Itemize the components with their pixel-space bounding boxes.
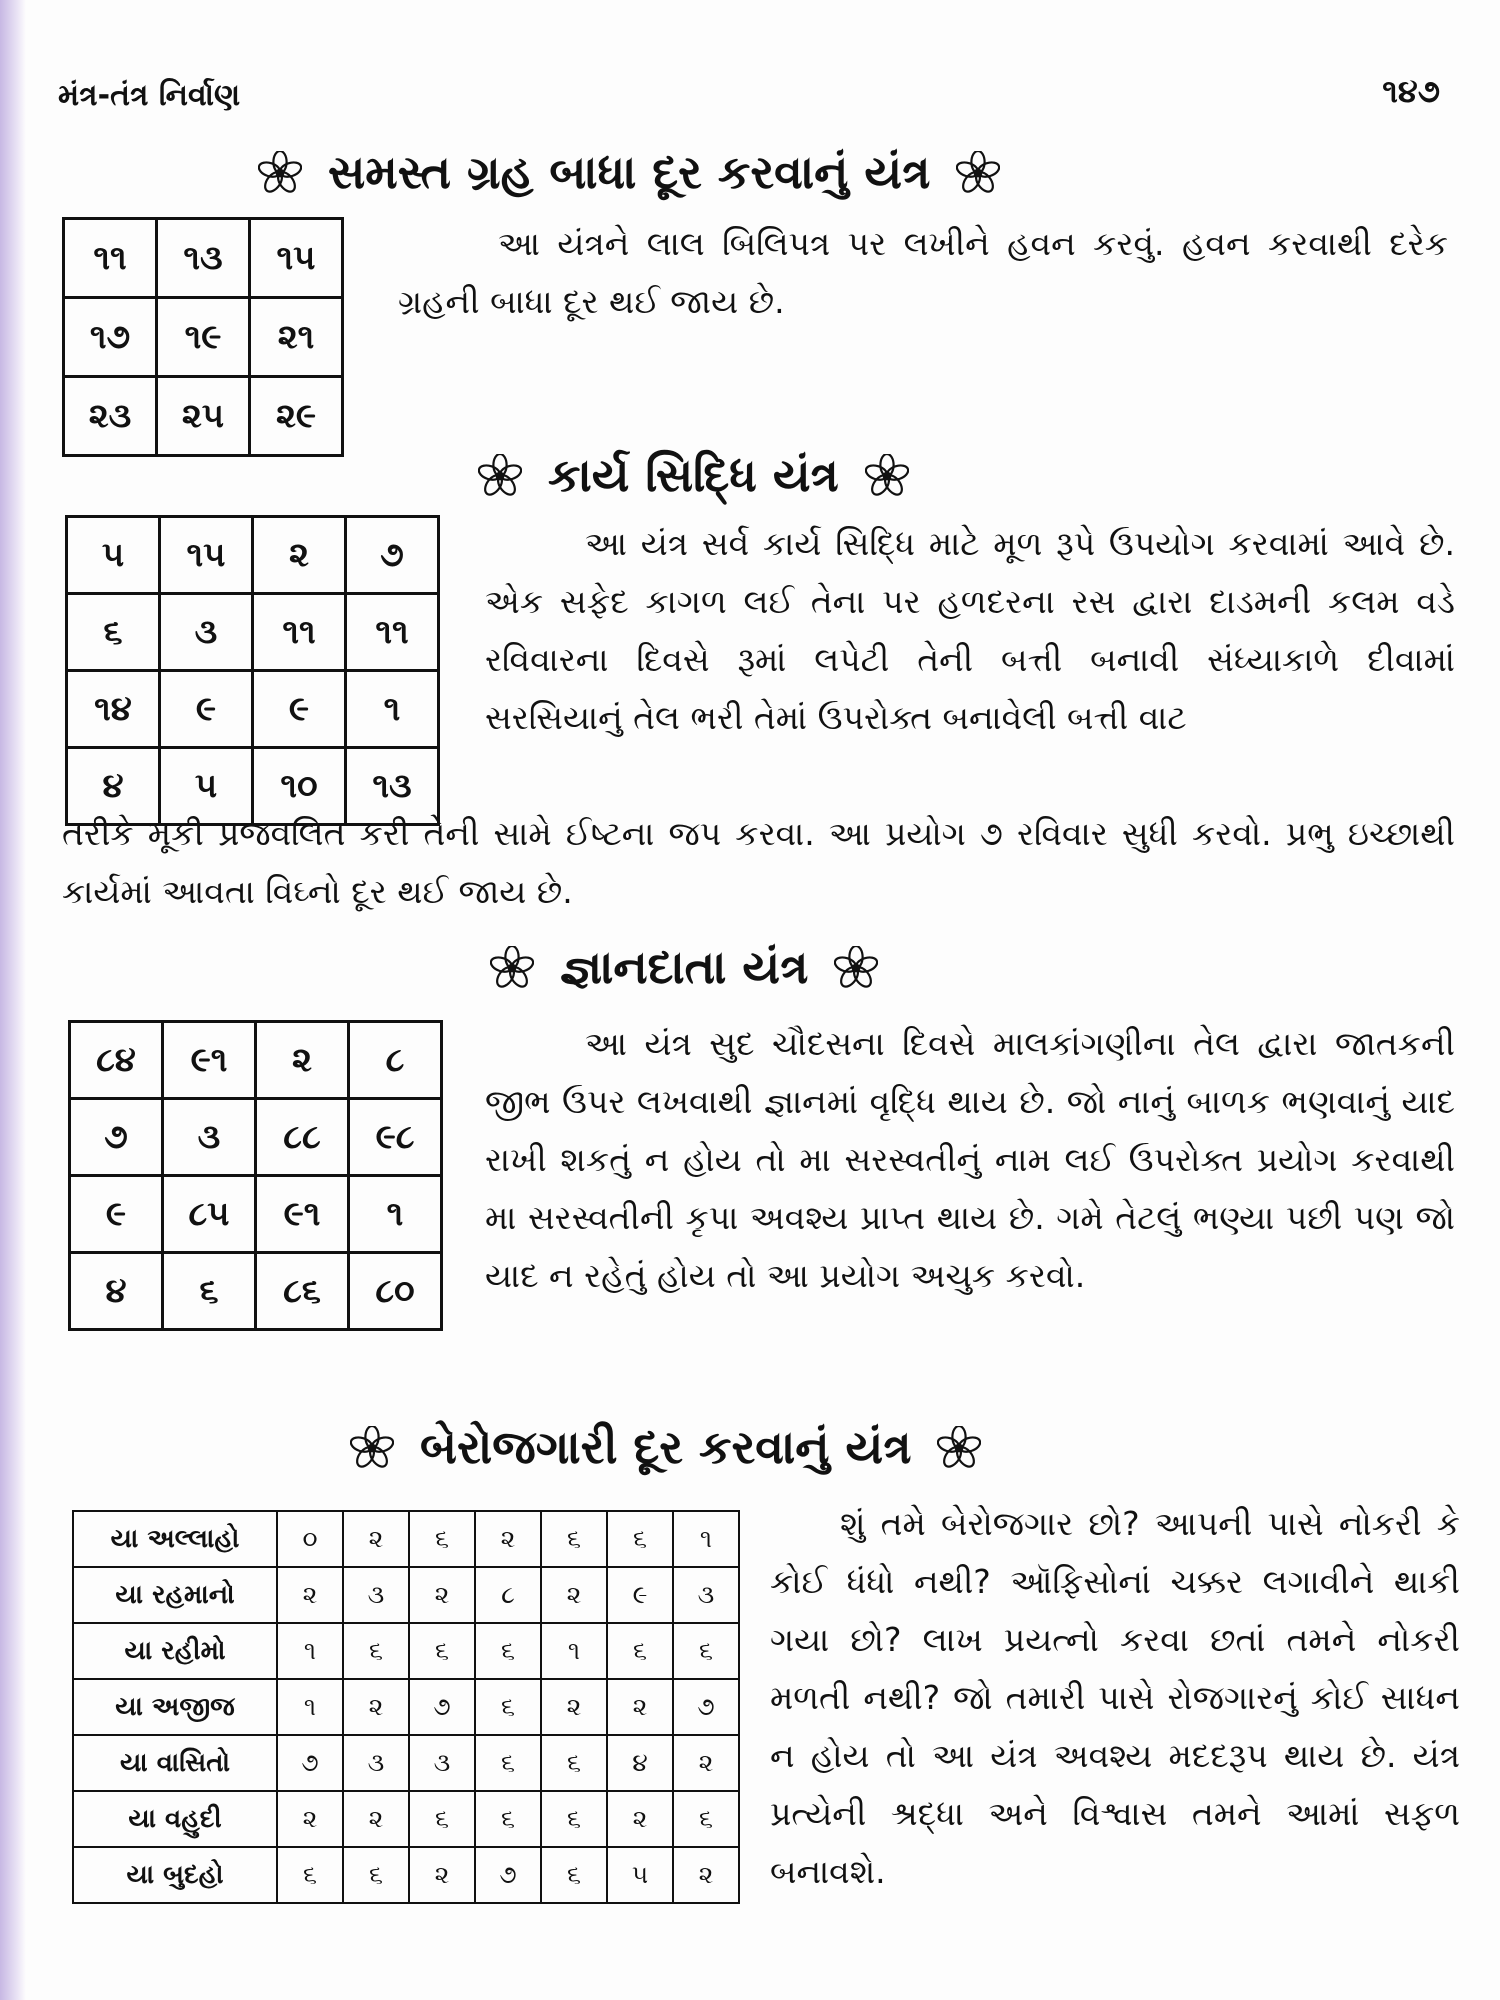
section-text-gyan-data: [485, 1015, 1455, 1305]
yantra-grid-gyan-data: [68, 1020, 443, 1331]
table-cell: ૬: [277, 1847, 343, 1903]
grid-cell: ૧૫: [250, 219, 343, 298]
grid-row: [64, 219, 343, 298]
grid-cell: ૫: [160, 748, 253, 825]
table-cell: ૭: [475, 1847, 541, 1903]
table-cell: ૨: [673, 1735, 739, 1791]
table-cell: ૨: [343, 1679, 409, 1735]
table-cell: ૬: [475, 1791, 541, 1847]
grid-cell: ૩: [160, 594, 253, 671]
table-cell: ૬: [343, 1847, 409, 1903]
grid-row: [67, 671, 439, 748]
table-cell: ૬: [409, 1791, 475, 1847]
row-label: યા બુદહો: [73, 1847, 277, 1903]
yantra-grid-karya-siddhi: [65, 515, 440, 826]
grid-cell: ૧૧: [253, 594, 346, 671]
grid-cell: ૧૫: [160, 517, 253, 594]
section-title-text: સમસ્ત ગ્રહ બાધા દૂર કરવાનું યંત્ર: [328, 145, 931, 199]
grid-cell: ૬: [163, 1253, 256, 1330]
grid-cell: ૪: [70, 1253, 163, 1330]
table-cell: ૮: [475, 1567, 541, 1623]
paragraph-text: શું તમે બેરોજગાર છો? આપની પાસે નોકરી કે કોઈ ધંધો નથી? ઑફિસોનાં ચક્કર લગાવીને થાકી ગયા છો? લાખ પ્રયત્નો કરવા છતાં તમને નોકરી મળતી નથી? જો તમારી પાસે રોજગારનું કોઈ સાધન ન હોય તો આ યંત્ર અવશ્ય મદદરૂપ થાય છે. યંત્ર પ્રત્યેની શ્રદ્ધા અને વિશ્વાસ તમને આમાં સફળ બનાવશે.: [770, 1504, 1460, 1891]
grid-cell: ૨: [256, 1022, 349, 1099]
table-cell: ૬: [541, 1511, 607, 1567]
grid-cell: ૮૫: [163, 1176, 256, 1253]
table-cell: ૬: [607, 1623, 673, 1679]
grid-row: [64, 377, 343, 456]
yantra-grid-graha-badha: [62, 217, 344, 457]
table-cell: ૧: [541, 1623, 607, 1679]
table-cell: ૬: [343, 1623, 409, 1679]
grid-cell: ૨૫: [157, 377, 250, 456]
flower-ornament-icon: [865, 454, 909, 498]
row-label: યા વહુદી: [73, 1791, 277, 1847]
table-cell: ૩: [343, 1567, 409, 1623]
table-cell: ૩: [409, 1735, 475, 1791]
table-cell: ૨: [409, 1567, 475, 1623]
table-cell: ૩: [343, 1735, 409, 1791]
table-cell: ૧: [277, 1679, 343, 1735]
grid-cell: ૯: [160, 671, 253, 748]
grid-cell: ૬: [67, 594, 160, 671]
grid-cell: ૧: [346, 671, 439, 748]
book-title: મંત્ર-તંત્ર નિર્વાણ: [58, 78, 241, 113]
table-row: [73, 1847, 739, 1903]
table-cell: ૭: [277, 1735, 343, 1791]
grid-cell: ૮૪: [70, 1022, 163, 1099]
grid-cell: ૯: [70, 1176, 163, 1253]
paragraph-text: તરીકે મૂકી પ્રજવલિત કરી તેની સામે ઈષ્ટના જપ કરવા. આ પ્રયોગ ૭ રવિવાર સુધી કરવો. પ્રભુ ઇચ્છાથી કાર્યમાં આવતા વિઘ્નો દૂર થઈ જાય છે.: [62, 814, 1455, 911]
flower-ornament-icon: [834, 946, 878, 990]
grid-cell: ૧૩: [346, 748, 439, 825]
table-cell: ૨: [673, 1847, 739, 1903]
grid-cell: ૮૮: [256, 1099, 349, 1176]
table-cell: ૨: [607, 1679, 673, 1735]
table-cell: ૬: [673, 1791, 739, 1847]
grid-cell: ૯૮: [349, 1099, 442, 1176]
table-cell: ૬: [541, 1735, 607, 1791]
table-cell: ૫: [607, 1847, 673, 1903]
row-label: યા વાસિતો: [73, 1735, 277, 1791]
grid-cell: ૭: [346, 517, 439, 594]
section-title-text: કાર્ય સિદ્ધિ યંત્ર: [548, 448, 839, 502]
table-cell: ૬: [475, 1679, 541, 1735]
grid-cell: ૧૦: [253, 748, 346, 825]
grid-cell: ૨૯: [250, 377, 343, 456]
grid-cell: ૨૩: [64, 377, 157, 456]
table-cell: ૨: [277, 1791, 343, 1847]
section-title-karya-siddhi: [478, 448, 909, 504]
grid-row: [70, 1022, 442, 1099]
grid-cell: ૨: [253, 517, 346, 594]
section-title-gyan-data: [490, 940, 878, 996]
page-number: ૧૪૭: [1382, 72, 1440, 110]
table-cell: ૭: [409, 1679, 475, 1735]
table-row: [73, 1511, 739, 1567]
table-cell: ૯: [607, 1567, 673, 1623]
paragraph-text: આ યંત્ર સુદ ચૌદસના દિવસે માલકાંગણીના તેલ દ્વારા જાતકની જીભ ઉપર લખવાથી જ્ઞાનમાં વૃદ્ધિ થાય છે. જો નાનું બાળક ભણવાનું યાદ રાખી શકતું ન હોય તો મા સરસ્વતીનું નામ લઈ ઉપરોક્ત પ્રયોગ કરવાથી મા સરસ્વતીની કૃપા અવશ્ય પ્રાપ્ત થાય છે. ગમે તેટલું ભણ્યા પછી પણ જો યાદ ન રહેતું હોય તો આ પ્રયોગ અચુક કરવો.: [485, 1024, 1455, 1295]
flower-ornament-icon: [956, 151, 1000, 195]
grid-cell: ૭: [70, 1099, 163, 1176]
table-row: [73, 1567, 739, 1623]
table-cell: ૧: [277, 1623, 343, 1679]
section-text-berojgari: [770, 1495, 1460, 1901]
paragraph-text: આ યંત્ર સર્વ કાર્ય સિદ્ધિ માટે મૂળ રૂપે ઉપયોગ કરવામાં આવે છે. એક સફેદ કાગળ લઈ તેના પર હળદરના રસ દ્વારા દાડમની કલમ વડે રવિવારના દિવસે રૂમાં લપેટી તેની બત્તી બનાવી સંધ્યાકાળે દીવામાં સરસિયાનું તેલ ભરી તેમાં ઉપરોક્ત બનાવેલી બત્તી વાટ: [485, 524, 1455, 737]
table-cell: ૬: [409, 1511, 475, 1567]
table-cell: ૪: [607, 1735, 673, 1791]
paragraph-text: આ યંત્રને લાલ બિલિપત્ર પર લખીને હવન કરવું. હવન કરવાથી દરેક ગ્રહની બાધા દૂર થઈ જાય છે.: [398, 224, 1448, 321]
table-row: [73, 1735, 739, 1791]
grid-cell: ૧૧: [346, 594, 439, 671]
grid-cell: ૪: [67, 748, 160, 825]
flower-ornament-icon: [258, 151, 302, 195]
grid-cell: ૧૩: [157, 219, 250, 298]
yantra-table-berojgari: [72, 1510, 740, 1904]
flower-ornament-icon: [478, 454, 522, 498]
grid-cell: ૫: [67, 517, 160, 594]
table-cell: ૨: [277, 1567, 343, 1623]
table-row: [73, 1791, 739, 1847]
grid-row: [70, 1099, 442, 1176]
section-title-text: જ્ઞાનદાતા યંત્ર: [560, 940, 809, 994]
table-cell: ૭: [673, 1679, 739, 1735]
grid-cell: ૨૧: [250, 298, 343, 377]
table-cell: ૬: [541, 1791, 607, 1847]
grid-cell: ૮૦: [349, 1253, 442, 1330]
flower-ornament-icon: [350, 1426, 394, 1470]
grid-cell: ૧૧: [64, 219, 157, 298]
section-text-karya-siddhi: [485, 515, 1455, 747]
table-cell: ૬: [673, 1623, 739, 1679]
flower-ornament-icon: [937, 1426, 981, 1470]
table-cell: ૦: [277, 1511, 343, 1567]
table-cell: ૨: [343, 1791, 409, 1847]
flower-ornament-icon: [490, 946, 534, 990]
section-text-karya-siddhi-continued: [62, 805, 1455, 921]
grid-cell: ૧૭: [64, 298, 157, 377]
table-cell: ૬: [607, 1511, 673, 1567]
table-cell: ૩: [673, 1567, 739, 1623]
grid-cell: ૧૯: [157, 298, 250, 377]
grid-row: [67, 594, 439, 671]
page-edge-shadow: [0, 0, 26, 2000]
table-cell: ૧: [673, 1511, 739, 1567]
table-cell: ૬: [409, 1623, 475, 1679]
table-cell: ૬: [475, 1623, 541, 1679]
table-cell: ૬: [541, 1847, 607, 1903]
table-row: [73, 1679, 739, 1735]
grid-cell: ૮: [349, 1022, 442, 1099]
table-cell: ૨: [541, 1679, 607, 1735]
table-cell: ૨: [541, 1567, 607, 1623]
grid-cell: ૩: [163, 1099, 256, 1176]
section-text-graha-badha: [398, 215, 1448, 331]
grid-cell: ૧: [349, 1176, 442, 1253]
table-cell: ૨: [343, 1511, 409, 1567]
table-cell: ૨: [475, 1511, 541, 1567]
grid-row: [64, 298, 343, 377]
grid-row: [70, 1176, 442, 1253]
grid-cell: ૮૬: [256, 1253, 349, 1330]
section-title-berojgari: [350, 1420, 981, 1476]
row-label: યા અલ્લાહો: [73, 1511, 277, 1567]
grid-row: [67, 517, 439, 594]
table-row: [73, 1623, 739, 1679]
row-label: યા રહમાનો: [73, 1567, 277, 1623]
section-title-text: બેરોજગારી દૂર કરવાનું યંત્ર: [420, 1420, 912, 1474]
grid-cell: ૯: [253, 671, 346, 748]
table-cell: ૨: [607, 1791, 673, 1847]
table-cell: ૬: [475, 1735, 541, 1791]
table-cell: ૨: [409, 1847, 475, 1903]
row-label: યા રહીમો: [73, 1623, 277, 1679]
grid-cell: ૧૪: [67, 671, 160, 748]
section-title-graha-badha: [258, 145, 1000, 201]
row-label: યા અજીજ: [73, 1679, 277, 1735]
grid-cell: ૯૧: [163, 1022, 256, 1099]
grid-row: [70, 1253, 442, 1330]
grid-cell: ૯૧: [256, 1176, 349, 1253]
